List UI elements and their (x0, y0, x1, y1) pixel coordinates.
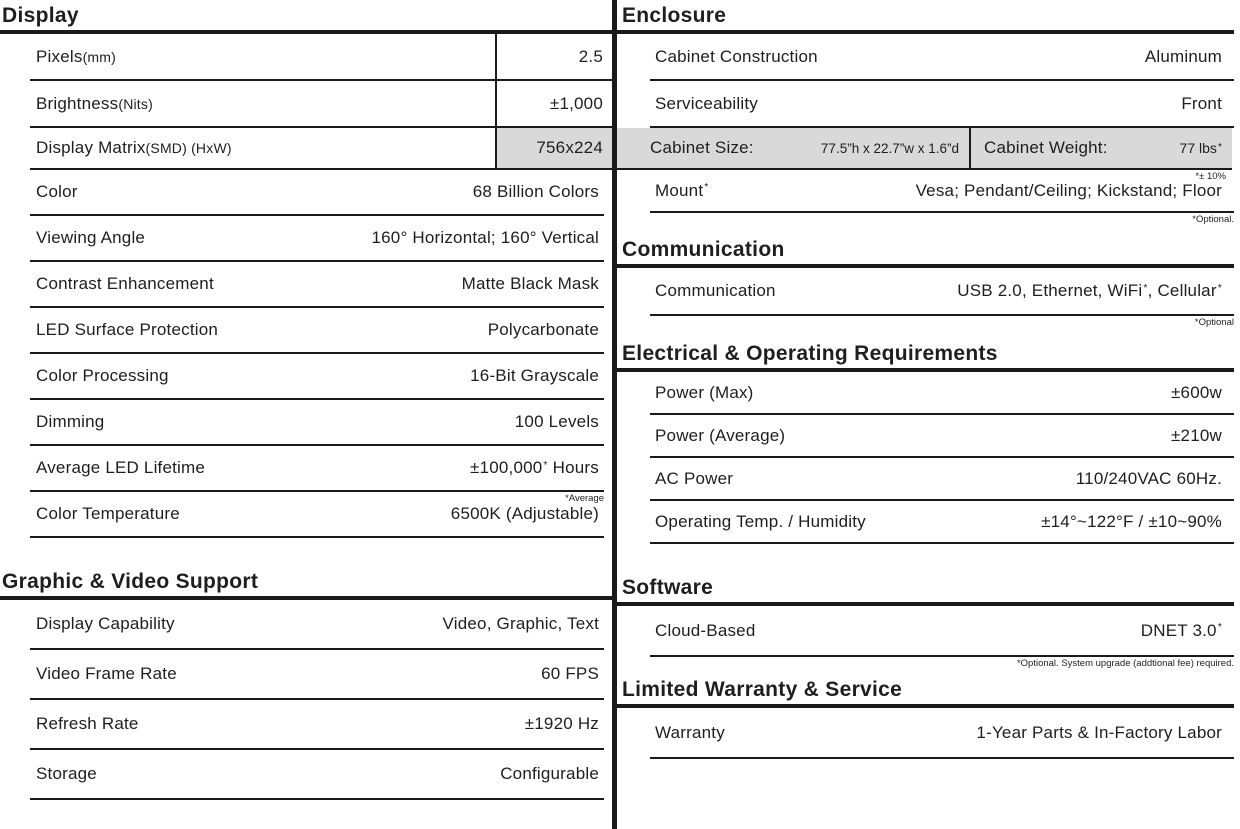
row-label (650, 281, 776, 301)
row-footnote: *± 10% (1195, 171, 1226, 182)
spec-row (650, 34, 1234, 81)
text-part: 756x224 (536, 138, 603, 157)
spec-row (650, 415, 1234, 458)
row-value (976, 723, 1234, 743)
text-part: 77 lbs (1179, 140, 1217, 156)
text-part: LED Surface Protection (36, 320, 219, 339)
row-label (30, 274, 214, 294)
section-header (0, 566, 612, 600)
section-title: Graphic & Video Support (2, 570, 259, 593)
section-title: Software (622, 576, 714, 599)
row-value (916, 181, 1234, 201)
asterisk-note: * (704, 181, 709, 193)
text-part: Display Matrix (36, 138, 146, 157)
text-part: (mm) (82, 48, 117, 65)
text-part: ±1920 Hz (524, 714, 599, 733)
text-part: Refresh Rate (36, 714, 139, 733)
row-value (541, 664, 604, 684)
spec-row (30, 700, 604, 750)
row-value (1171, 426, 1234, 446)
row-footnote: *Optional. System upgrade (addtional fee) required. (1016, 658, 1234, 669)
row-label (650, 723, 725, 743)
text-part: 60 FPS (541, 664, 599, 683)
row-value (1141, 621, 1234, 641)
row-label (30, 714, 139, 734)
section-title: Limited Warranty & Service (622, 678, 903, 701)
text-part: Aluminum (1144, 46, 1222, 66)
row-label (30, 228, 145, 248)
row-value (1171, 383, 1234, 403)
section-display (0, 0, 612, 538)
section-electrical-operating-requirements (617, 338, 1240, 544)
row-value (443, 614, 604, 634)
spec-row (650, 708, 1234, 759)
text-part: 68 Billion Colors (472, 182, 599, 201)
row-value (1041, 512, 1234, 532)
text-part: ±210w (1171, 425, 1222, 445)
row-label (30, 412, 104, 432)
text-part: Color Processing (36, 366, 169, 385)
row-value (495, 81, 612, 126)
text-part: 160° Horizontal; 160° Vertical (371, 228, 599, 247)
spec-row (30, 81, 612, 128)
section-software (617, 572, 1240, 669)
section-communication (617, 234, 1240, 328)
asterisk-note: * (1217, 621, 1222, 633)
row-label (30, 664, 177, 684)
right-column (617, 0, 1240, 759)
row-footnote: *Optional. (1192, 214, 1234, 225)
text-part: (SMD) (HxW) (145, 140, 232, 156)
row-label (650, 621, 755, 641)
text-part: 77.5”h x 22.7”w x 1.6”d (820, 140, 959, 156)
row-value (1181, 94, 1234, 114)
row-footnote: *Average (565, 493, 604, 504)
row-value (525, 714, 604, 734)
text-part: 16-Bit Grayscale (470, 366, 599, 385)
text-part: Polycarbonate (487, 320, 599, 339)
text-part: Video Frame Rate (36, 664, 177, 683)
section-title: Electrical & Operating Requirements (622, 342, 998, 365)
text-part: Warranty (655, 722, 725, 742)
text-part: Power (Max) (655, 382, 754, 402)
split-cell (617, 128, 969, 168)
text-part: ±600w (1171, 382, 1222, 402)
text-part: Color (36, 182, 78, 201)
text-part: Serviceability (655, 93, 758, 113)
text-part: Mount (655, 180, 704, 200)
row-label (30, 366, 169, 386)
row-label (30, 504, 180, 524)
row-value (1076, 469, 1234, 489)
row-label (650, 47, 818, 67)
spec-row (30, 262, 604, 308)
text-part: ±14°~122°F / ±10~90% (1041, 511, 1222, 531)
spec-row (650, 606, 1234, 669)
text-part: Matte Black Mask (461, 274, 599, 293)
text-part: Front (1181, 93, 1222, 113)
row-value (473, 182, 604, 202)
text-part: Dimming (36, 412, 105, 431)
row-label (30, 182, 78, 202)
text-part: Hours (547, 458, 599, 477)
row-label (650, 383, 754, 403)
row-value (451, 504, 604, 524)
row-label (30, 81, 495, 126)
row-value (495, 128, 612, 168)
row-value (515, 412, 604, 432)
spec-row (650, 501, 1234, 544)
text-part: 6500K (Adjustable) (450, 504, 599, 523)
row-label (30, 458, 205, 478)
row-label: Cabinet Size: (650, 138, 754, 157)
text-part: Pixels (36, 46, 83, 66)
section-header (617, 0, 1234, 34)
spec-row (30, 600, 604, 650)
section-rows (617, 372, 1240, 544)
row-label (650, 469, 733, 489)
row-label (650, 181, 709, 201)
text-part: 100 Levels (514, 412, 599, 431)
section-title: Enclosure (622, 4, 727, 27)
row-label (30, 34, 495, 79)
text-part: DNET 3.0 (1140, 620, 1217, 640)
spec-row (30, 354, 604, 400)
row-label (650, 94, 758, 114)
spec-row (650, 268, 1234, 328)
row-footnote: *Optional (1194, 317, 1234, 328)
section-header (617, 338, 1234, 372)
row-label (30, 764, 97, 784)
section-rows (617, 268, 1240, 328)
spec-row (30, 400, 604, 446)
section-rows (617, 34, 1240, 225)
section-rows (0, 34, 612, 538)
text-part: Contrast Enhancement (36, 274, 214, 293)
spec-row (30, 170, 604, 216)
text-part: Storage (36, 764, 97, 783)
row-value (754, 141, 969, 156)
section-limited-warranty-service (617, 674, 1240, 759)
spec-row (30, 650, 604, 700)
row-label: Cabinet Weight: (984, 138, 1108, 157)
section-header (617, 674, 1234, 708)
text-part: ±100,000 (470, 458, 543, 477)
asterisk-note: * (543, 458, 548, 471)
section-rows (617, 606, 1240, 669)
section-title: Display (2, 4, 79, 27)
row-value (470, 366, 604, 386)
text-part: Vesa; Pendant/Ceiling; Kickstand; Floor (915, 180, 1222, 200)
spec-row (30, 34, 612, 81)
left-column (0, 0, 612, 800)
spec-row (30, 308, 604, 354)
row-label (650, 512, 866, 532)
text-part: , Cellular (1147, 281, 1217, 300)
text-part: Video, Graphic, Text (442, 614, 599, 633)
section-rows (0, 600, 612, 800)
row-value (470, 458, 604, 478)
text-part: 110/240VAC 60Hz. (1075, 468, 1222, 488)
row-value (488, 320, 604, 340)
spec-row (30, 446, 604, 504)
text-part: Average LED Lifetime (36, 458, 206, 477)
text-part: Display Capability (36, 614, 175, 633)
text-part: Communication (655, 281, 776, 300)
spec-row (650, 372, 1234, 415)
section-title: Communication (622, 238, 785, 261)
text-part: Viewing Angle (36, 228, 146, 247)
row-value (495, 34, 612, 79)
spec-row (650, 170, 1234, 225)
section-header (617, 234, 1234, 268)
spec-row (650, 81, 1234, 128)
text-part: Cloud-Based (655, 620, 756, 640)
spec-row (650, 458, 1234, 501)
row-value (462, 274, 604, 294)
text-part: USB 2.0, Ethernet, WiFi (957, 281, 1143, 300)
text-part: Power (Average) (655, 425, 786, 445)
cabinet-size-weight-row (617, 128, 1232, 182)
spec-row (30, 750, 604, 800)
spec-row (30, 216, 604, 262)
text-part: Operating Temp. / Humidity (655, 511, 866, 531)
text-part: 1-Year Parts & In-Factory Labor (976, 722, 1222, 742)
section-rows (617, 708, 1240, 759)
text-part: Brightness (36, 93, 119, 113)
section-graphic-video-support (0, 566, 612, 800)
row-value (1108, 140, 1232, 156)
asterisk-note: * (1143, 281, 1148, 294)
section-header (0, 0, 612, 34)
text-part: (Nits) (118, 95, 153, 112)
row-label (30, 128, 495, 168)
asterisk-note: * (1217, 140, 1222, 153)
row-value (372, 228, 605, 248)
text-part: Cabinet Construction (655, 46, 818, 66)
section-header (617, 572, 1234, 606)
text-part: ±1,000 (549, 93, 603, 113)
section-enclosure (617, 0, 1240, 225)
row-value (957, 281, 1234, 301)
text-part: Color Temperature (36, 504, 180, 523)
row-value (500, 764, 604, 784)
row-label (650, 426, 785, 446)
text-part: AC Power (655, 468, 734, 488)
row-label (30, 614, 175, 634)
spec-row (30, 128, 612, 170)
text-part: 2.5 (578, 46, 603, 66)
text-part: Configurable (500, 764, 599, 783)
row-label (30, 320, 218, 340)
split-cell (969, 128, 1232, 168)
row-value (1145, 47, 1234, 67)
spec-row (30, 492, 604, 538)
asterisk-note: * (1217, 281, 1222, 294)
